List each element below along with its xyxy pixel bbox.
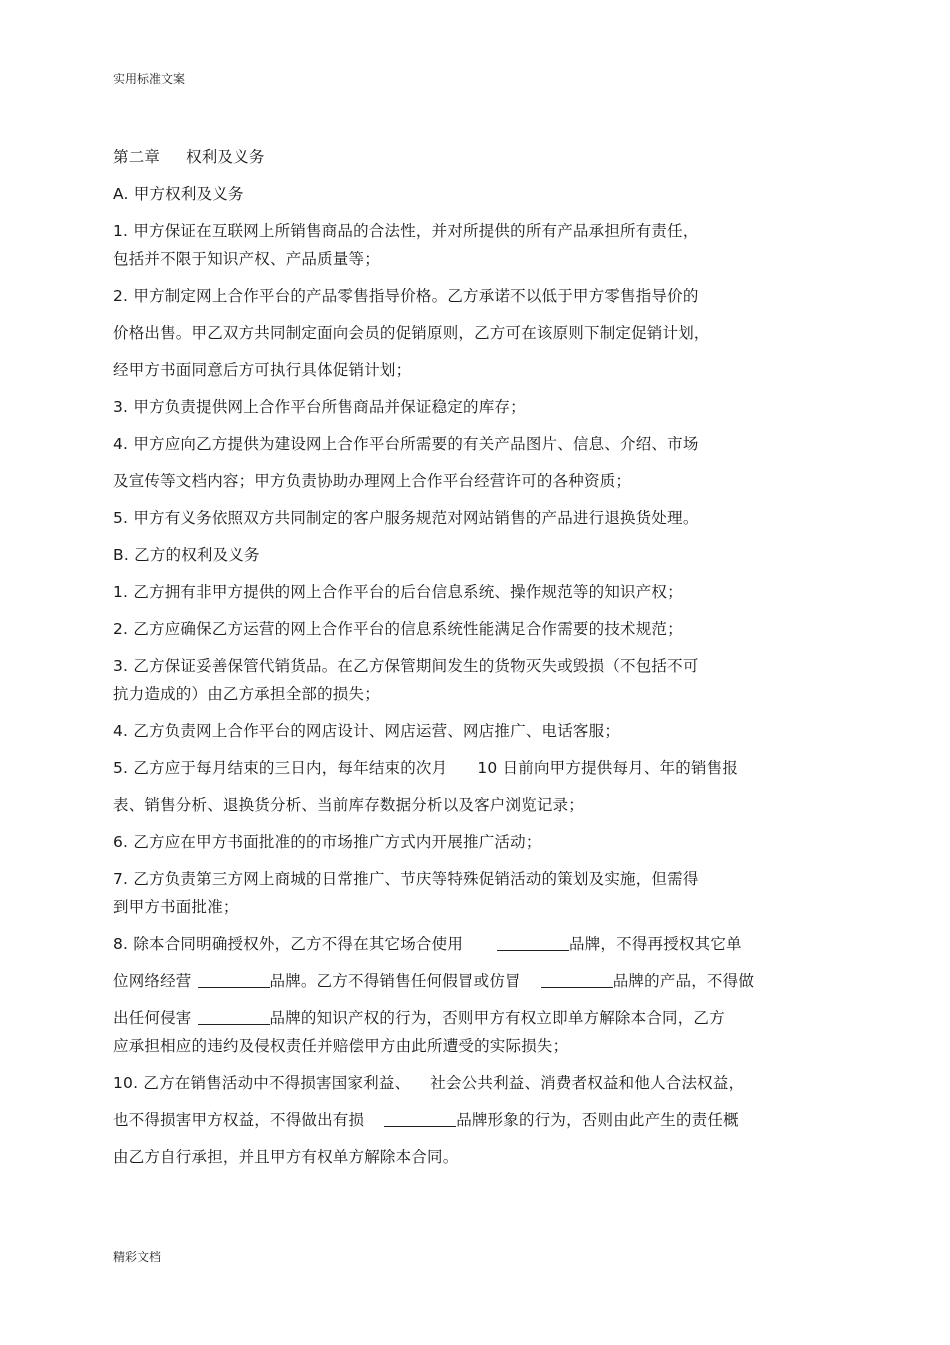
clause-a5: 5. 甲方有义务依照双方共同制定的客户服务规范对网站销售的产品进行退换货处理。: [113, 509, 699, 527]
clause-b8-text-2a: 位网络经营: [113, 972, 192, 990]
clause-b10-line1: [113, 1069, 843, 1097]
chapter-title: 权利及义务: [186, 148, 265, 166]
section-b-title: B. 乙方的权利及义务: [113, 546, 260, 564]
chapter-number: 第二章: [113, 148, 161, 166]
clause-b10-text-1b: 社会公共利益、消费者权益和他人合法权益，: [430, 1074, 745, 1092]
clause-b10-line3: 由乙方自行承担，并且甲方有权单方解除本合同。: [113, 1148, 459, 1166]
brand-blank: [541, 969, 613, 988]
clause-b5-text-b: 10 日前向甲方提供每月、年的销售报: [477, 759, 739, 777]
clause-b3-line1: 3. 乙方保证妥善保管代销货品。在乙方保管期间发生的货物灭失或毁损（不包括不可: [113, 657, 699, 675]
clause-a2-line2: 价格出售。甲乙双方共同制定面向会员的促销原则，乙方可在该原则下制定促销计划，: [113, 324, 710, 342]
clause-b8-text-2c: 品牌的产品，不得做: [612, 972, 755, 990]
contract-body: [113, 143, 843, 1171]
clause-b8-text-2b: 品牌。乙方不得销售任何假冒或仿冒: [269, 972, 521, 990]
clause-a1-line2: 包括并不限于知识产权、产品质量等；: [113, 250, 380, 268]
clause-b7-line2: 到甲方书面批准；: [113, 898, 239, 916]
page-footer: 精彩文档: [113, 1250, 162, 1264]
clause-a3: 3. 甲方负责提供网上合作平台所售商品并保证稳定的库存；: [113, 398, 526, 416]
clause-b5-line1: [113, 754, 843, 782]
brand-blank: [497, 932, 569, 951]
clause-b2: 2. 乙方应确保乙方运营的网上合作平台的信息系统性能满足合作需要的技术规范；: [113, 620, 683, 638]
clause-b8-text-1a: 8. 除本合同明确授权外，乙方不得在其它场合使用: [113, 935, 464, 953]
clause-b3-line2: 抗力造成的）由乙方承担全部的损失；: [113, 685, 380, 703]
clause-a4-line2: 及宣传等文档内容；甲方负责协助办理网上合作平台经营许可的各种资质；: [113, 472, 632, 490]
clause-b10-text-2a: 也不得损害甲方权益，不得做出有损: [113, 1111, 365, 1129]
clause-b7-line1: 7. 乙方负责第三方网上商城的日常推广、节庆等特殊促销活动的策划及实施，但需得: [113, 870, 699, 888]
section-a-title: A. 甲方权利及义务: [113, 185, 244, 203]
clause-b8-text-3b: 品牌的知识产权的行为，否则甲方有权立即单方解除本合同，乙方: [269, 1009, 725, 1027]
clause-b10-text-1a: 10. 乙方在销售活动中不得损害国家利益、: [113, 1074, 411, 1092]
clause-b8-text-3a: 出任何侵害: [113, 1009, 192, 1027]
clause-b6: 6. 乙方应在甲方书面批准的的市场推广方式内开展推广活动；: [113, 833, 542, 851]
clause-b8-line2: [113, 967, 843, 995]
clause-b1: 1. 乙方拥有非甲方提供的网上合作平台的后台信息系统、操作规范等的知识产权；: [113, 583, 683, 601]
clause-b5-text-a: 5. 乙方应于每月结束的三日内，每年结束的次月: [113, 759, 448, 777]
clause-b8-line4: 应承担相应的违约及侵权责任并赔偿甲方由此所遭受的实际损失；: [113, 1037, 569, 1055]
clause-a2-line1: 2. 甲方制定网上合作平台的产品零售指导价格。乙方承诺不以低于甲方零售指导价的: [113, 287, 699, 305]
brand-blank: [198, 969, 270, 988]
page-header: 实用标准文案: [113, 72, 186, 86]
chapter-heading: [113, 143, 843, 171]
clause-a4-line1: 4. 甲方应向乙方提供为建设网上合作平台所需要的有关产品图片、信息、介绍、市场: [113, 435, 699, 453]
clause-b10-line2: [113, 1106, 843, 1134]
clause-b5-line2: 表、销售分析、退换货分析、当前库存数据分析以及客户浏览记录；: [113, 796, 585, 814]
clause-b4: 4. 乙方负责网上合作平台的网店设计、网店运营、网店推广、电话客服；: [113, 722, 621, 740]
clause-b8-line3: [113, 1004, 843, 1032]
brand-blank: [198, 1006, 270, 1025]
clause-a1-line1: 1. 甲方保证在互联网上所销售商品的合法性，并对所提供的所有产品承担所有责任，: [113, 222, 699, 240]
clause-a2-line3: 经甲方书面同意后方可执行具体促销计划；: [113, 361, 412, 379]
clause-b8-text-1b: 品牌，不得再授权其它单: [569, 935, 742, 953]
brand-blank: [384, 1108, 456, 1127]
clause-b8-line1: [113, 930, 843, 958]
clause-b10-text-2b: 品牌形象的行为，否则由此产生的责任概: [456, 1111, 739, 1129]
